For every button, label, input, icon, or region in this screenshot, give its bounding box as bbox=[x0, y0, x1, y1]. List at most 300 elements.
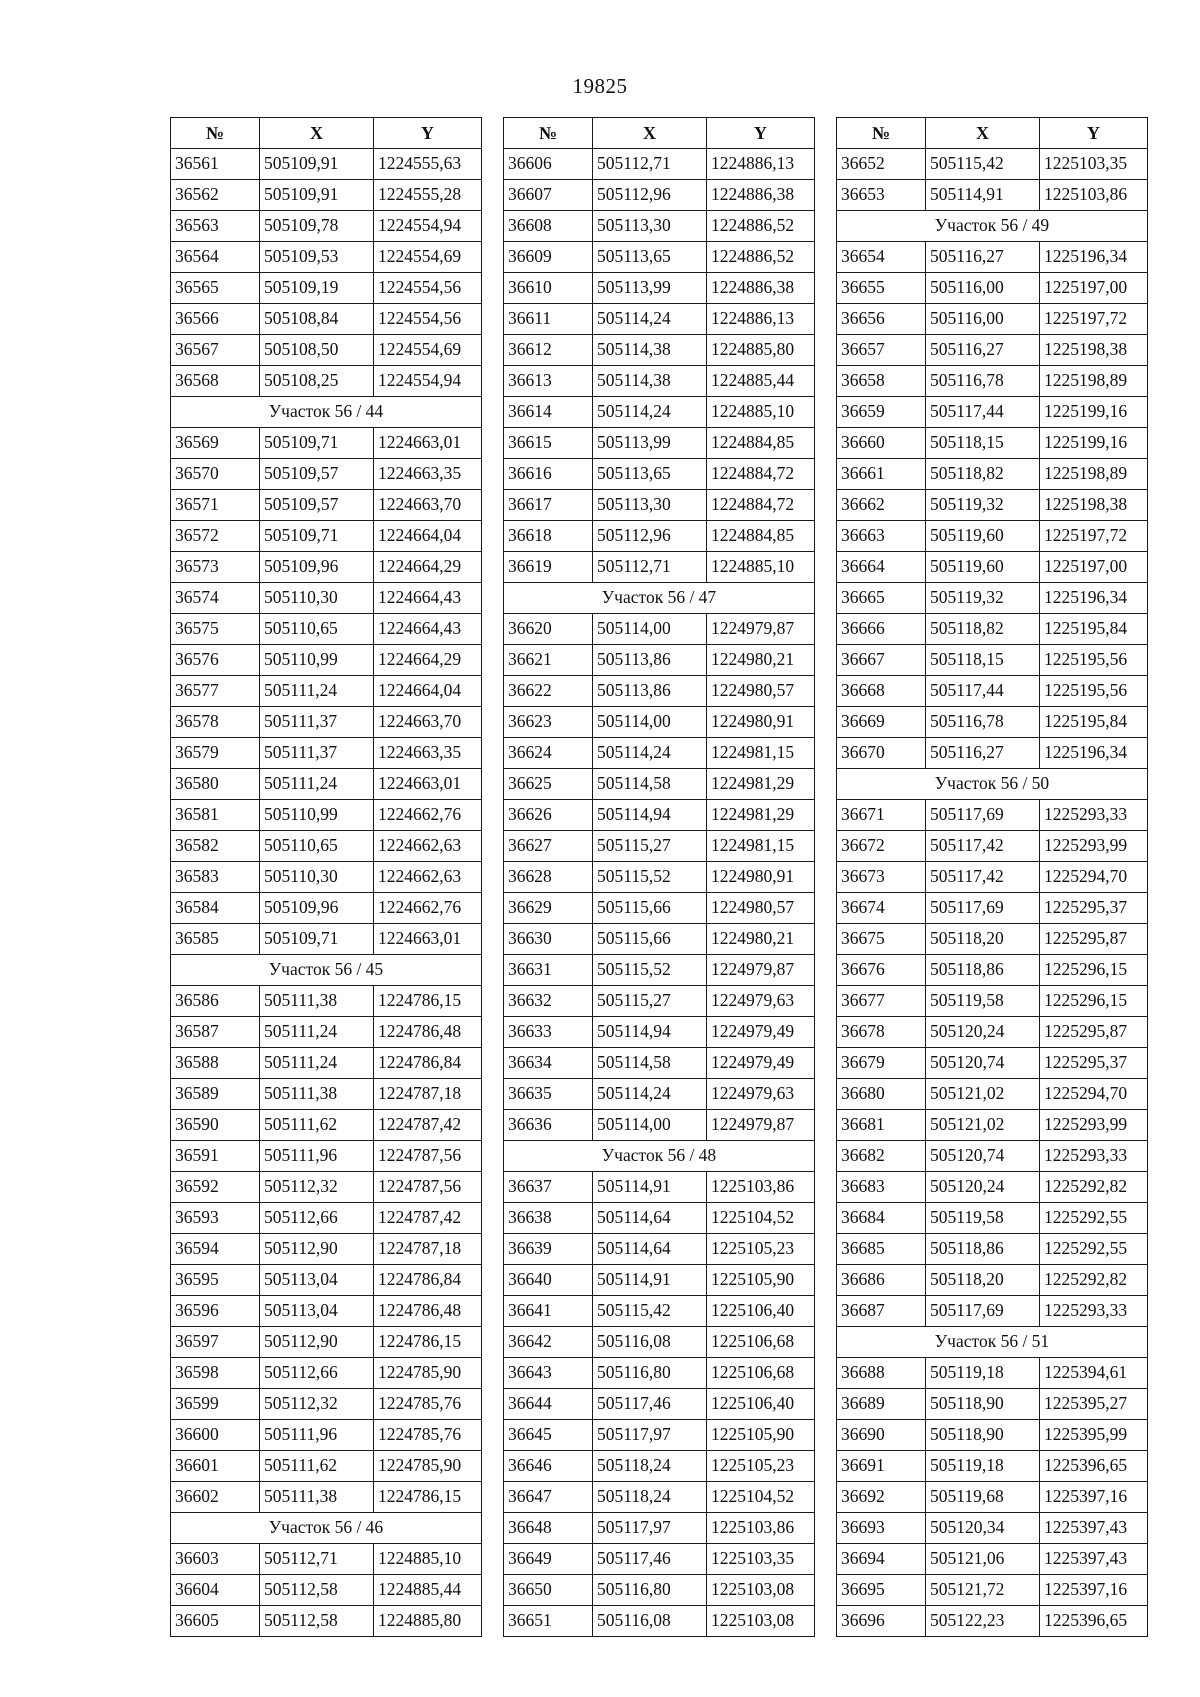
x-coordinate: 505120,24 bbox=[926, 1017, 1040, 1048]
point-number: 36695 bbox=[837, 1575, 926, 1606]
point-number: 36648 bbox=[504, 1513, 593, 1544]
table-row bbox=[837, 1079, 1148, 1110]
y-coordinate: 1224979,49 bbox=[707, 1017, 815, 1048]
table-row bbox=[837, 552, 1148, 583]
x-coordinate: 505120,34 bbox=[926, 1513, 1040, 1544]
table-row bbox=[504, 552, 815, 583]
header-num: № bbox=[504, 118, 593, 149]
y-coordinate: 1224980,57 bbox=[707, 676, 815, 707]
point-number: 36665 bbox=[837, 583, 926, 614]
section-heading: Участок 56 / 45 bbox=[171, 955, 482, 986]
table-row bbox=[504, 273, 815, 304]
y-coordinate: 1225198,89 bbox=[1040, 459, 1148, 490]
table-row bbox=[504, 1172, 815, 1203]
table-row bbox=[504, 366, 815, 397]
x-coordinate: 505110,65 bbox=[260, 831, 374, 862]
x-coordinate: 505120,24 bbox=[926, 1172, 1040, 1203]
y-coordinate: 1224886,13 bbox=[707, 304, 815, 335]
x-coordinate: 505117,97 bbox=[593, 1420, 707, 1451]
table-row bbox=[504, 707, 815, 738]
table-row bbox=[837, 1544, 1148, 1575]
point-number: 36589 bbox=[171, 1079, 260, 1110]
table-row bbox=[837, 1358, 1148, 1389]
y-coordinate: 1224886,52 bbox=[707, 242, 815, 273]
table-row bbox=[504, 800, 815, 831]
table-row bbox=[171, 1327, 482, 1358]
y-coordinate: 1224885,44 bbox=[374, 1575, 482, 1606]
y-coordinate: 1224884,85 bbox=[707, 428, 815, 459]
x-coordinate: 505109,71 bbox=[260, 521, 374, 552]
point-number: 36650 bbox=[504, 1575, 593, 1606]
table-row bbox=[837, 614, 1148, 645]
x-coordinate: 505114,64 bbox=[593, 1203, 707, 1234]
x-coordinate: 505114,00 bbox=[593, 614, 707, 645]
table-row bbox=[171, 1544, 482, 1575]
point-number: 36586 bbox=[171, 986, 260, 1017]
table-row bbox=[837, 1420, 1148, 1451]
point-number: 36584 bbox=[171, 893, 260, 924]
x-coordinate: 505110,99 bbox=[260, 800, 374, 831]
x-coordinate: 505112,58 bbox=[260, 1575, 374, 1606]
point-number: 36638 bbox=[504, 1203, 593, 1234]
table-row bbox=[504, 1048, 815, 1079]
y-coordinate: 1224980,57 bbox=[707, 893, 815, 924]
x-coordinate: 505121,72 bbox=[926, 1575, 1040, 1606]
y-coordinate: 1224663,70 bbox=[374, 490, 482, 521]
point-number: 36656 bbox=[837, 304, 926, 335]
point-number: 36674 bbox=[837, 893, 926, 924]
table-row bbox=[171, 800, 482, 831]
x-coordinate: 505117,42 bbox=[926, 831, 1040, 862]
point-number: 36588 bbox=[171, 1048, 260, 1079]
x-coordinate: 505109,71 bbox=[260, 924, 374, 955]
point-number: 36602 bbox=[171, 1482, 260, 1513]
y-coordinate: 1225293,33 bbox=[1040, 1141, 1148, 1172]
section-heading: Участок 56 / 49 bbox=[837, 211, 1148, 242]
x-coordinate: 505114,24 bbox=[593, 304, 707, 335]
y-coordinate: 1224980,21 bbox=[707, 645, 815, 676]
point-number: 36690 bbox=[837, 1420, 926, 1451]
point-number: 36663 bbox=[837, 521, 926, 552]
point-number: 36615 bbox=[504, 428, 593, 459]
table-row bbox=[837, 862, 1148, 893]
y-coordinate: 1225292,82 bbox=[1040, 1172, 1148, 1203]
table-row bbox=[837, 1575, 1148, 1606]
table-row bbox=[504, 1513, 815, 1544]
x-coordinate: 505121,06 bbox=[926, 1544, 1040, 1575]
table-row bbox=[837, 1265, 1148, 1296]
table-row bbox=[504, 335, 815, 366]
y-coordinate: 1225105,90 bbox=[707, 1265, 815, 1296]
x-coordinate: 505114,24 bbox=[593, 1079, 707, 1110]
x-coordinate: 505118,20 bbox=[926, 924, 1040, 955]
point-number: 36681 bbox=[837, 1110, 926, 1141]
y-coordinate: 1225294,70 bbox=[1040, 862, 1148, 893]
point-number: 36683 bbox=[837, 1172, 926, 1203]
table-row bbox=[171, 1017, 482, 1048]
table-row bbox=[837, 180, 1148, 211]
y-coordinate: 1225292,55 bbox=[1040, 1234, 1148, 1265]
table-row bbox=[504, 1420, 815, 1451]
table-row bbox=[837, 242, 1148, 273]
point-number: 36676 bbox=[837, 955, 926, 986]
point-number: 36580 bbox=[171, 769, 260, 800]
x-coordinate: 505111,96 bbox=[260, 1420, 374, 1451]
x-coordinate: 505109,91 bbox=[260, 149, 374, 180]
header-x: X bbox=[260, 118, 374, 149]
point-number: 36581 bbox=[171, 800, 260, 831]
x-coordinate: 505111,38 bbox=[260, 1079, 374, 1110]
point-number: 36629 bbox=[504, 893, 593, 924]
y-coordinate: 1225293,99 bbox=[1040, 831, 1148, 862]
x-coordinate: 505111,38 bbox=[260, 1482, 374, 1513]
point-number: 36566 bbox=[171, 304, 260, 335]
point-number: 36577 bbox=[171, 676, 260, 707]
x-coordinate: 505116,80 bbox=[593, 1358, 707, 1389]
section-heading: Участок 56 / 51 bbox=[837, 1327, 1148, 1358]
table-row bbox=[837, 273, 1148, 304]
point-number: 36608 bbox=[504, 211, 593, 242]
y-coordinate: 1225198,38 bbox=[1040, 335, 1148, 366]
section-row bbox=[837, 211, 1148, 242]
point-number: 36631 bbox=[504, 955, 593, 986]
x-coordinate: 505112,66 bbox=[260, 1203, 374, 1234]
y-coordinate: 1224785,90 bbox=[374, 1451, 482, 1482]
point-number: 36628 bbox=[504, 862, 593, 893]
x-coordinate: 505115,42 bbox=[926, 149, 1040, 180]
page-number: 19825 bbox=[572, 74, 628, 98]
point-number: 36655 bbox=[837, 273, 926, 304]
y-coordinate: 1225397,43 bbox=[1040, 1544, 1148, 1575]
table-row bbox=[171, 1141, 482, 1172]
x-coordinate: 505109,57 bbox=[260, 459, 374, 490]
x-coordinate: 505112,71 bbox=[260, 1544, 374, 1575]
point-number: 36611 bbox=[504, 304, 593, 335]
x-coordinate: 505119,60 bbox=[926, 552, 1040, 583]
point-number: 36654 bbox=[837, 242, 926, 273]
point-number: 36636 bbox=[504, 1110, 593, 1141]
point-number: 36595 bbox=[171, 1265, 260, 1296]
y-coordinate: 1225195,56 bbox=[1040, 676, 1148, 707]
point-number: 36685 bbox=[837, 1234, 926, 1265]
point-number: 36594 bbox=[171, 1234, 260, 1265]
point-number: 36571 bbox=[171, 490, 260, 521]
x-coordinate: 505119,60 bbox=[926, 521, 1040, 552]
table-row bbox=[504, 211, 815, 242]
table-row bbox=[504, 1296, 815, 1327]
y-coordinate: 1224786,15 bbox=[374, 1327, 482, 1358]
table-row bbox=[504, 1265, 815, 1296]
y-coordinate: 1225295,87 bbox=[1040, 1017, 1148, 1048]
point-number: 36673 bbox=[837, 862, 926, 893]
x-coordinate: 505119,32 bbox=[926, 490, 1040, 521]
coordinate-table-2 bbox=[503, 117, 815, 1637]
x-coordinate: 505116,00 bbox=[926, 304, 1040, 335]
y-coordinate: 1224787,56 bbox=[374, 1172, 482, 1203]
x-coordinate: 505112,96 bbox=[593, 180, 707, 211]
table-row bbox=[837, 800, 1148, 831]
x-coordinate: 505112,90 bbox=[260, 1234, 374, 1265]
point-number: 36621 bbox=[504, 645, 593, 676]
table-row bbox=[171, 676, 482, 707]
point-number: 36653 bbox=[837, 180, 926, 211]
table-header-row bbox=[837, 118, 1148, 149]
x-coordinate: 505113,86 bbox=[593, 676, 707, 707]
y-coordinate: 1225197,72 bbox=[1040, 521, 1148, 552]
y-coordinate: 1225292,55 bbox=[1040, 1203, 1148, 1234]
x-coordinate: 505117,44 bbox=[926, 676, 1040, 707]
x-coordinate: 505113,99 bbox=[593, 273, 707, 304]
y-coordinate: 1225293,33 bbox=[1040, 800, 1148, 831]
table-row bbox=[504, 986, 815, 1017]
y-coordinate: 1224981,15 bbox=[707, 831, 815, 862]
point-number: 36582 bbox=[171, 831, 260, 862]
point-number: 36662 bbox=[837, 490, 926, 521]
x-coordinate: 505114,00 bbox=[593, 1110, 707, 1141]
point-number: 36578 bbox=[171, 707, 260, 738]
table-row bbox=[171, 1606, 482, 1637]
table-row bbox=[171, 769, 482, 800]
table-header-row bbox=[504, 118, 815, 149]
y-coordinate: 1224786,84 bbox=[374, 1048, 482, 1079]
y-coordinate: 1224555,28 bbox=[374, 180, 482, 211]
table-row bbox=[837, 1389, 1148, 1420]
point-number: 36659 bbox=[837, 397, 926, 428]
point-number: 36606 bbox=[504, 149, 593, 180]
table-row bbox=[504, 1110, 815, 1141]
table-body bbox=[504, 149, 815, 1637]
x-coordinate: 505108,84 bbox=[260, 304, 374, 335]
y-coordinate: 1225196,34 bbox=[1040, 242, 1148, 273]
y-coordinate: 1225103,35 bbox=[707, 1544, 815, 1575]
point-number: 36651 bbox=[504, 1606, 593, 1637]
header-y: Y bbox=[1040, 118, 1148, 149]
point-number: 36689 bbox=[837, 1389, 926, 1420]
point-number: 36625 bbox=[504, 769, 593, 800]
table-row bbox=[171, 831, 482, 862]
point-number: 36613 bbox=[504, 366, 593, 397]
x-coordinate: 505109,96 bbox=[260, 552, 374, 583]
x-coordinate: 505116,80 bbox=[593, 1575, 707, 1606]
y-coordinate: 1225195,56 bbox=[1040, 645, 1148, 676]
y-coordinate: 1225396,65 bbox=[1040, 1606, 1148, 1637]
table-row bbox=[837, 521, 1148, 552]
x-coordinate: 505118,82 bbox=[926, 459, 1040, 490]
point-number: 36562 bbox=[171, 180, 260, 211]
point-number: 36565 bbox=[171, 273, 260, 304]
x-coordinate: 505113,99 bbox=[593, 428, 707, 459]
table-row bbox=[837, 831, 1148, 862]
x-coordinate: 505117,42 bbox=[926, 862, 1040, 893]
table-row bbox=[837, 986, 1148, 1017]
table-row bbox=[837, 1048, 1148, 1079]
x-coordinate: 505122,23 bbox=[926, 1606, 1040, 1637]
y-coordinate: 1225104,52 bbox=[707, 1482, 815, 1513]
point-number: 36664 bbox=[837, 552, 926, 583]
section-row bbox=[504, 1141, 815, 1172]
x-coordinate: 505117,69 bbox=[926, 1296, 1040, 1327]
point-number: 36610 bbox=[504, 273, 593, 304]
point-number: 36670 bbox=[837, 738, 926, 769]
point-number: 36622 bbox=[504, 676, 593, 707]
point-number: 36646 bbox=[504, 1451, 593, 1482]
table-row bbox=[504, 831, 815, 862]
coordinate-table-3 bbox=[836, 117, 1148, 1637]
point-number: 36600 bbox=[171, 1420, 260, 1451]
y-coordinate: 1225395,99 bbox=[1040, 1420, 1148, 1451]
y-coordinate: 1225103,86 bbox=[707, 1513, 815, 1544]
header-x: X bbox=[926, 118, 1040, 149]
point-number: 36598 bbox=[171, 1358, 260, 1389]
x-coordinate: 505115,27 bbox=[593, 986, 707, 1017]
x-coordinate: 505115,52 bbox=[593, 955, 707, 986]
point-number: 36593 bbox=[171, 1203, 260, 1234]
table-row bbox=[837, 1141, 1148, 1172]
point-number: 36647 bbox=[504, 1482, 593, 1513]
table-row bbox=[171, 986, 482, 1017]
x-coordinate: 505114,38 bbox=[593, 366, 707, 397]
table-row bbox=[504, 769, 815, 800]
point-number: 36592 bbox=[171, 1172, 260, 1203]
x-coordinate: 505111,24 bbox=[260, 769, 374, 800]
section-heading: Участок 56 / 50 bbox=[837, 769, 1148, 800]
y-coordinate: 1224785,76 bbox=[374, 1389, 482, 1420]
y-coordinate: 1224664,43 bbox=[374, 583, 482, 614]
y-coordinate: 1225293,99 bbox=[1040, 1110, 1148, 1141]
x-coordinate: 505118,90 bbox=[926, 1420, 1040, 1451]
point-number: 36668 bbox=[837, 676, 926, 707]
section-heading: Участок 56 / 48 bbox=[504, 1141, 815, 1172]
table-row bbox=[504, 1017, 815, 1048]
x-coordinate: 505113,30 bbox=[593, 211, 707, 242]
point-number: 36634 bbox=[504, 1048, 593, 1079]
section-row bbox=[837, 1327, 1148, 1358]
y-coordinate: 1224787,18 bbox=[374, 1234, 482, 1265]
point-number: 36637 bbox=[504, 1172, 593, 1203]
table-row bbox=[504, 459, 815, 490]
y-coordinate: 1224554,94 bbox=[374, 211, 482, 242]
point-number: 36639 bbox=[504, 1234, 593, 1265]
x-coordinate: 505118,24 bbox=[593, 1451, 707, 1482]
x-coordinate: 505117,69 bbox=[926, 800, 1040, 831]
x-coordinate: 505118,82 bbox=[926, 614, 1040, 645]
table-row bbox=[171, 180, 482, 211]
table-row bbox=[171, 1296, 482, 1327]
table-row bbox=[171, 242, 482, 273]
point-number: 36564 bbox=[171, 242, 260, 273]
table-row bbox=[504, 242, 815, 273]
point-number: 36672 bbox=[837, 831, 926, 862]
x-coordinate: 505119,58 bbox=[926, 1203, 1040, 1234]
y-coordinate: 1224662,63 bbox=[374, 831, 482, 862]
y-coordinate: 1225394,61 bbox=[1040, 1358, 1148, 1389]
y-coordinate: 1225103,86 bbox=[1040, 180, 1148, 211]
x-coordinate: 505118,15 bbox=[926, 645, 1040, 676]
x-coordinate: 505115,66 bbox=[593, 893, 707, 924]
x-coordinate: 505116,27 bbox=[926, 242, 1040, 273]
x-coordinate: 505114,24 bbox=[593, 738, 707, 769]
x-coordinate: 505111,24 bbox=[260, 1017, 374, 1048]
y-coordinate: 1224786,48 bbox=[374, 1296, 482, 1327]
y-coordinate: 1225296,15 bbox=[1040, 955, 1148, 986]
y-coordinate: 1224786,48 bbox=[374, 1017, 482, 1048]
table-row bbox=[837, 645, 1148, 676]
y-coordinate: 1224664,43 bbox=[374, 614, 482, 645]
point-number: 36661 bbox=[837, 459, 926, 490]
x-coordinate: 505117,46 bbox=[593, 1544, 707, 1575]
table-row bbox=[504, 1327, 815, 1358]
x-coordinate: 505112,32 bbox=[260, 1172, 374, 1203]
point-number: 36626 bbox=[504, 800, 593, 831]
point-number: 36619 bbox=[504, 552, 593, 583]
x-coordinate: 505116,08 bbox=[593, 1606, 707, 1637]
y-coordinate: 1225396,65 bbox=[1040, 1451, 1148, 1482]
table-row bbox=[171, 366, 482, 397]
table-row bbox=[504, 1451, 815, 1482]
point-number: 36686 bbox=[837, 1265, 926, 1296]
point-number: 36635 bbox=[504, 1079, 593, 1110]
table-row bbox=[171, 893, 482, 924]
y-coordinate: 1225292,82 bbox=[1040, 1265, 1148, 1296]
point-number: 36570 bbox=[171, 459, 260, 490]
y-coordinate: 1224554,94 bbox=[374, 366, 482, 397]
table-row bbox=[171, 273, 482, 304]
y-coordinate: 1224785,76 bbox=[374, 1420, 482, 1451]
table-row bbox=[171, 1451, 482, 1482]
y-coordinate: 1224979,63 bbox=[707, 986, 815, 1017]
table-row bbox=[171, 862, 482, 893]
point-number: 36583 bbox=[171, 862, 260, 893]
table-row bbox=[171, 490, 482, 521]
point-number: 36561 bbox=[171, 149, 260, 180]
y-coordinate: 1224787,42 bbox=[374, 1203, 482, 1234]
x-coordinate: 505113,86 bbox=[593, 645, 707, 676]
y-coordinate: 1225395,27 bbox=[1040, 1389, 1148, 1420]
y-coordinate: 1224664,29 bbox=[374, 645, 482, 676]
point-number: 36680 bbox=[837, 1079, 926, 1110]
section-heading: Участок 56 / 46 bbox=[171, 1513, 482, 1544]
y-coordinate: 1224787,56 bbox=[374, 1141, 482, 1172]
x-coordinate: 505110,30 bbox=[260, 862, 374, 893]
header-num: № bbox=[171, 118, 260, 149]
x-coordinate: 505115,42 bbox=[593, 1296, 707, 1327]
table-row bbox=[837, 335, 1148, 366]
table-row bbox=[504, 1358, 815, 1389]
point-number: 36618 bbox=[504, 521, 593, 552]
point-number: 36658 bbox=[837, 366, 926, 397]
table-row bbox=[504, 1575, 815, 1606]
point-number: 36657 bbox=[837, 335, 926, 366]
point-number: 36563 bbox=[171, 211, 260, 242]
point-number: 36682 bbox=[837, 1141, 926, 1172]
y-coordinate: 1225295,87 bbox=[1040, 924, 1148, 955]
y-coordinate: 1224885,10 bbox=[374, 1544, 482, 1575]
table-row bbox=[171, 1389, 482, 1420]
point-number: 36599 bbox=[171, 1389, 260, 1420]
point-number: 36607 bbox=[504, 180, 593, 211]
table-row bbox=[171, 1265, 482, 1296]
table-row bbox=[171, 552, 482, 583]
y-coordinate: 1225105,90 bbox=[707, 1420, 815, 1451]
point-number: 36576 bbox=[171, 645, 260, 676]
x-coordinate: 505118,86 bbox=[926, 1234, 1040, 1265]
y-coordinate: 1225397,16 bbox=[1040, 1575, 1148, 1606]
y-coordinate: 1225295,37 bbox=[1040, 1048, 1148, 1079]
x-coordinate: 505113,04 bbox=[260, 1296, 374, 1327]
table-row bbox=[504, 924, 815, 955]
point-number: 36572 bbox=[171, 521, 260, 552]
header-num: № bbox=[837, 118, 926, 149]
